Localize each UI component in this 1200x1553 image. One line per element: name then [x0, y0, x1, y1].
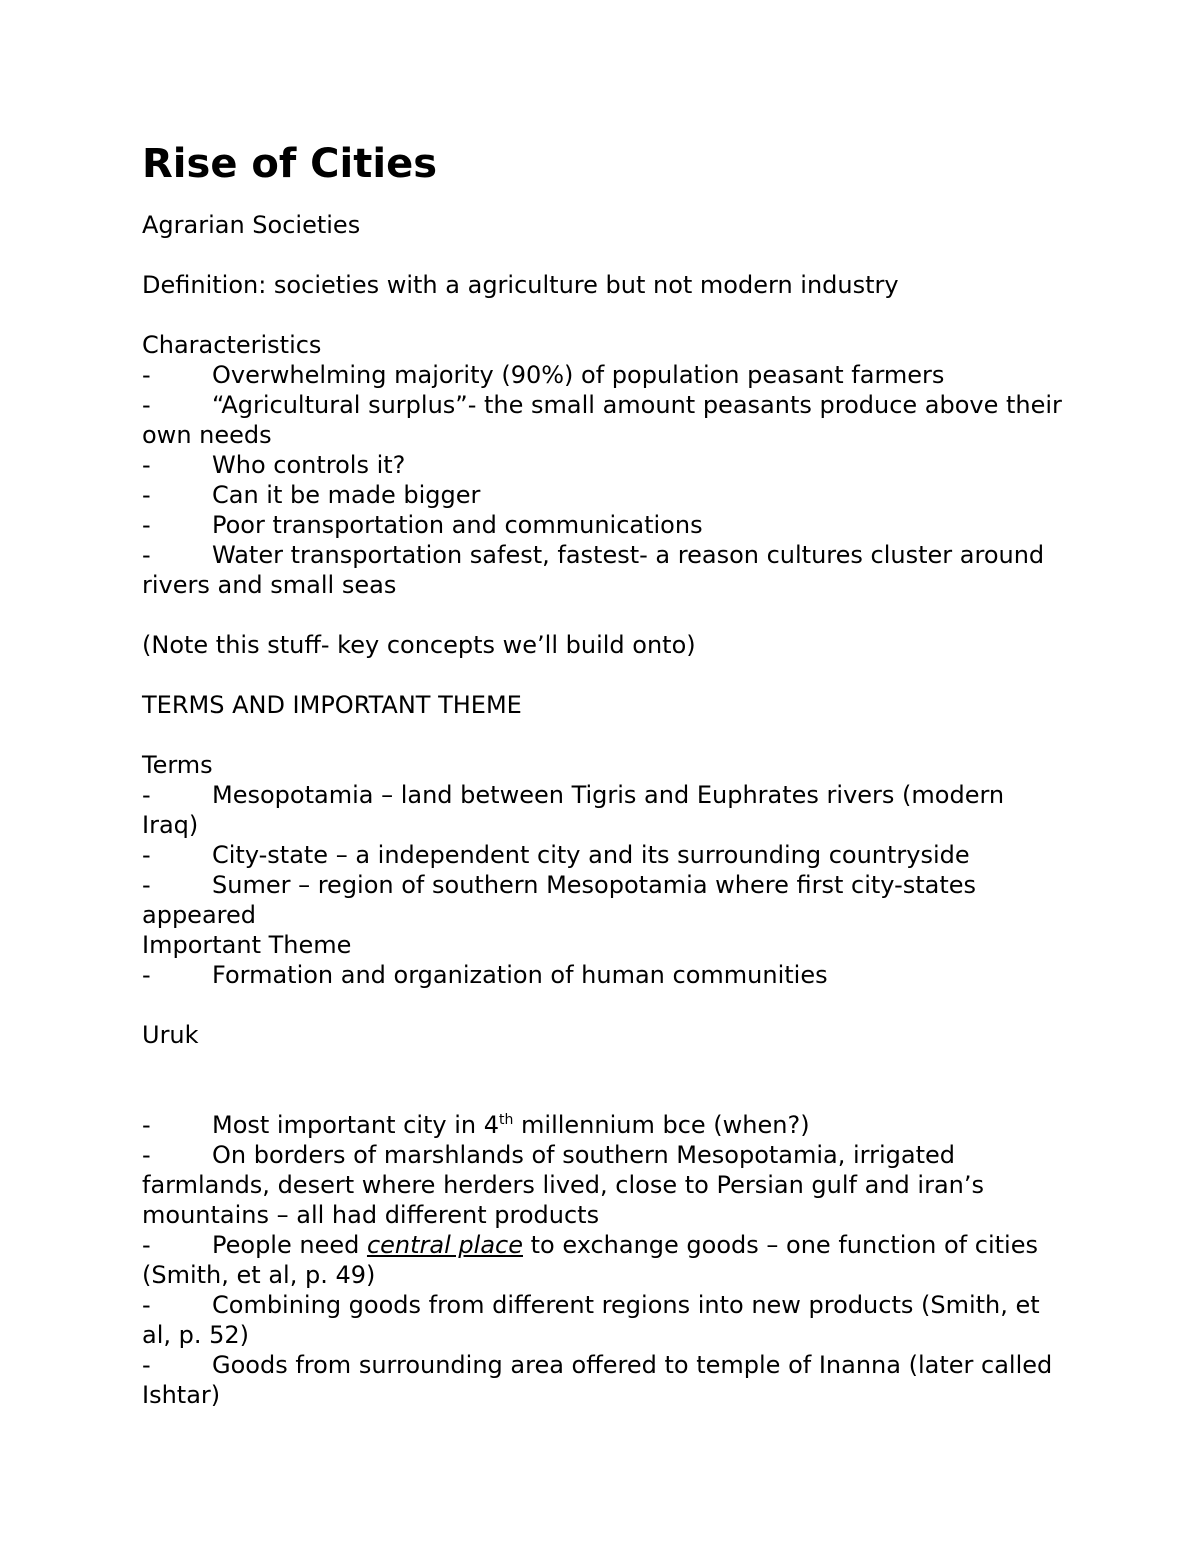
bullet-dash: - — [142, 541, 151, 569]
characteristics-heading: Characteristics — [142, 331, 322, 359]
list-item: - Poor transportation and communications — [142, 511, 703, 539]
section-heading-agrarian: Agrarian Societies — [142, 211, 361, 239]
bullet-dash: - — [142, 1291, 151, 1319]
page-title: Rise of Cities — [142, 141, 438, 187]
bullet-dash: - — [142, 1111, 151, 1139]
bullet-dash: - — [142, 1141, 151, 1169]
important-theme-heading: Important Theme — [142, 931, 352, 959]
list-item: - Formation and organization of human communities — [142, 961, 828, 989]
theme-list — [142, 960, 1067, 990]
document-body — [142, 140, 1067, 1410]
list-item: - Who controls it? — [142, 451, 406, 479]
section-heading-uruk: Uruk — [142, 1021, 199, 1049]
list-item: - Overwhelming majority (90%) of population peasant farmers — [142, 361, 945, 389]
list-item: - “Agricultural surplus”- the small amount peasants produce above their own needs — [142, 391, 1062, 449]
bullet-dash: - — [142, 481, 151, 509]
list-item: - Combining goods from different regions into new products (Smith, et al, p. 52) — [142, 1291, 1040, 1349]
superscript: th — [499, 1112, 514, 1128]
bullet-dash: - — [142, 781, 151, 809]
definition-text: Definition: societies with a agriculture but not modern industry — [142, 271, 899, 299]
bullet-dash: - — [142, 511, 151, 539]
list-item: - Mesopotamia – land between Tigris and Euphrates rivers (modern Iraq) — [142, 781, 1005, 839]
emphasized-term: central place — [366, 1231, 523, 1259]
bullet-dash: - — [142, 871, 151, 899]
list-item: - Can it be made bigger — [142, 481, 481, 509]
bullet-dash: - — [142, 1231, 151, 1259]
bullet-dash: - — [142, 841, 151, 869]
bullet-dash: - — [142, 961, 151, 989]
bullet-dash: - — [142, 451, 151, 479]
list-item: - On borders of marshlands of southern Mesopotamia, irrigated farmlands, desert where herders lived, close to Persian gulf and iran’s mountains – all had different products — [142, 1141, 984, 1229]
list-item: - City-state – a independent city and its surrounding countryside — [142, 841, 970, 869]
list-item: - People need central place to exchange goods – one function of cities (Smith, et al, p. 49) — [142, 1231, 1038, 1289]
characteristics-list — [142, 360, 1067, 600]
note-text: (Note this stuff- key concepts we’ll build onto) — [142, 631, 696, 659]
terms-list — [142, 780, 1067, 930]
bullet-dash: - — [142, 391, 151, 419]
list-item: - Water transportation safest, fastest- a reason cultures cluster around rivers and small seas — [142, 541, 1045, 599]
bullet-dash: - — [142, 1351, 151, 1379]
terms-heading: Terms — [142, 751, 213, 779]
list-item: - Goods from surrounding area offered to temple of Inanna (later called Ishtar) — [142, 1351, 1053, 1409]
list-item: - Sumer – region of southern Mesopotamia where first city-states appeared — [142, 871, 977, 929]
bullet-dash: - — [142, 361, 151, 389]
section-heading-terms: TERMS AND IMPORTANT THEME — [142, 691, 522, 719]
uruk-list — [142, 1110, 1067, 1410]
list-item: - Most important city in 4th millennium bce (when?) — [142, 1111, 810, 1139]
